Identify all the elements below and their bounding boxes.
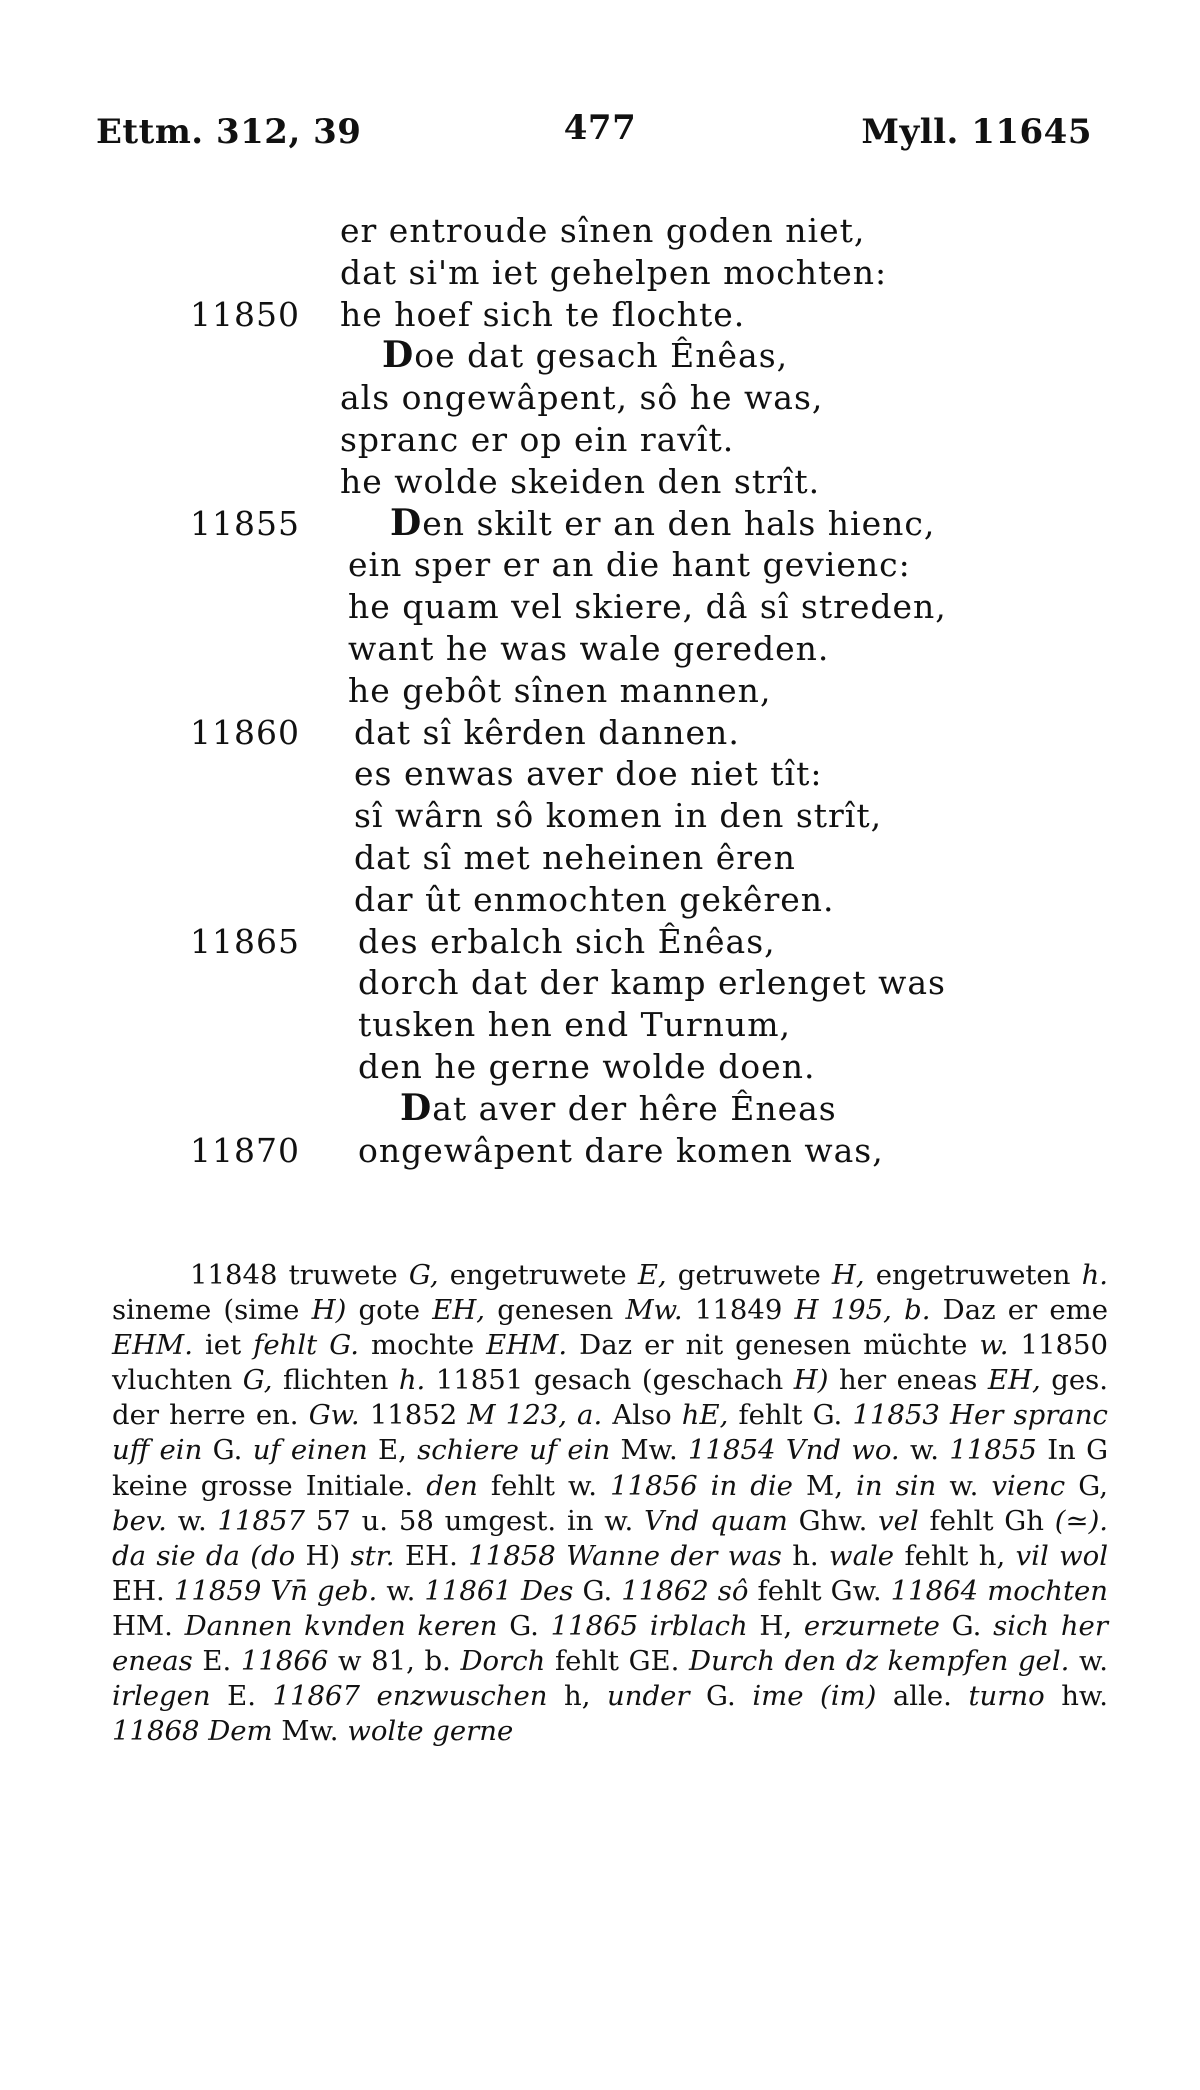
verse-line: [0, 377, 1200, 419]
note-segment: 11849: [694, 1294, 783, 1327]
note-siglum: turno: [968, 1680, 1045, 1713]
note-segment: G.: [706, 1680, 736, 1713]
note-siglum: under: [607, 1680, 690, 1713]
note-segment: alle.: [892, 1680, 952, 1713]
note-segment: Also: [612, 1399, 672, 1432]
verse-line: [0, 837, 1200, 879]
note-segment: w 81, b.: [337, 1645, 451, 1678]
verse-text: er entroude sînen goden niet,: [340, 211, 866, 250]
note-siglum: H): [793, 1364, 829, 1397]
note-segment: w.: [1078, 1645, 1109, 1678]
note-segment: H,: [759, 1609, 793, 1642]
note-segment: w.: [177, 1504, 207, 1537]
note-siglum: 11858 Wanne der was: [468, 1539, 782, 1572]
note-siglum: 11861 Des: [424, 1574, 574, 1607]
note-segment: HM.: [112, 1609, 173, 1642]
verse-text: tusken hen end Turnum,: [358, 1005, 791, 1045]
verse-line: [0, 335, 1200, 377]
critical-apparatus: [112, 1258, 1108, 1749]
note-segment: getruwete: [677, 1259, 821, 1291]
line-number: 11860: [190, 712, 300, 752]
note-siglum: vienc: [991, 1469, 1066, 1502]
note-siglum: sich her eneas: [112, 1609, 1108, 1678]
verse-line: [0, 712, 1200, 754]
note-segment: sineme (sime: [112, 1294, 300, 1327]
note-siglum: 11857: [217, 1504, 306, 1537]
note-segment: engetruweten: [875, 1259, 1071, 1291]
note-segment: 11852: [369, 1399, 458, 1432]
note-siglum: 11864 mochten: [890, 1574, 1108, 1607]
note-siglum: (≃). da sie da (do: [112, 1504, 1109, 1572]
verse-text: he quam vel skiere, dâ sî streden,: [348, 587, 947, 627]
note-siglum: G,: [242, 1364, 273, 1397]
verse-line: [0, 586, 1200, 628]
note-segment: engetruwete: [449, 1259, 627, 1291]
note-segment: her eneas: [838, 1364, 978, 1397]
note-segment: mochte: [371, 1329, 475, 1362]
note-siglum: h.: [398, 1364, 426, 1397]
running-head-right: Myll. 11645: [861, 112, 1092, 152]
note-siglum: EHM.: [112, 1329, 193, 1362]
note-segment: fehlt GE.: [554, 1645, 680, 1678]
initial-letter: D: [382, 334, 415, 377]
note-segment: EH.: [112, 1574, 165, 1607]
note-siglum: 11867 enzwuschen: [272, 1680, 548, 1713]
note-segment: EH.: [405, 1539, 458, 1572]
note-segment: In G keine grosse Initiale.: [112, 1434, 1109, 1502]
verse-line: [0, 879, 1200, 921]
verse-text: he gebôt sînen mannen,: [348, 670, 772, 710]
note-siglum: 11856 in die: [610, 1469, 793, 1502]
note-segment: G.: [951, 1609, 982, 1642]
verse-text: als ongewâpent, sô he was,: [340, 378, 824, 418]
verse-text: he wolde skeiden den strît.: [340, 461, 821, 501]
note-segment: gote: [358, 1294, 421, 1327]
note-siglum: G,: [408, 1259, 439, 1291]
initial-letter: D: [390, 501, 423, 544]
verse-text: sî wârn sô komen in den strît,: [354, 796, 883, 836]
note-siglum: schiere uf ein: [417, 1434, 611, 1467]
note-siglum: H,: [831, 1259, 865, 1291]
note-siglum: 11865 irblach: [550, 1609, 748, 1642]
note-siglum: 11862 sô: [621, 1574, 749, 1607]
verse-line: [0, 461, 1200, 503]
note-siglum: in sin: [856, 1469, 937, 1502]
note-segment: E.: [227, 1680, 256, 1713]
line-number: 11870: [190, 1130, 300, 1170]
verse-text: dat sî kêrden dannen.: [354, 712, 740, 752]
note-segment: Mw.: [620, 1434, 678, 1467]
verse-line: [0, 419, 1200, 461]
note-siglum: 11854 Vnd wo.: [688, 1434, 900, 1467]
note-segment: G.: [509, 1609, 539, 1642]
note-segment: fehlt Gw.: [757, 1574, 882, 1607]
note-siglum: Gw.: [308, 1399, 360, 1432]
note-siglum: H 195, b.: [794, 1294, 931, 1327]
verse-line: [0, 210, 1200, 252]
verse-text: want he was wale gereden.: [348, 628, 830, 668]
note-segment: G,: [1078, 1469, 1109, 1502]
page-number: 477: [563, 108, 637, 148]
note-siglum: 11866: [240, 1645, 329, 1678]
initial-letter: D: [400, 1086, 433, 1129]
note-siglum: bev.: [112, 1504, 167, 1537]
note-segment: E,: [378, 1434, 407, 1467]
verse-line: [0, 628, 1200, 670]
verse-text: ein sper er an die hant gevienc:: [348, 545, 911, 585]
verse-text: spranc er op ein ravît.: [340, 419, 735, 459]
note-segment: flichten: [283, 1364, 389, 1397]
note-siglum: M 123, a.: [467, 1399, 603, 1432]
note-segment: fehlt w.: [490, 1469, 598, 1502]
verse-line: [0, 1004, 1200, 1046]
note-segment: w.: [949, 1469, 979, 1502]
note-siglum: erzurnete: [803, 1609, 940, 1642]
verse-line: [0, 294, 1200, 336]
note-segment: w.: [386, 1574, 416, 1607]
verse-text: [382, 335, 788, 377]
note-segment: M,: [806, 1469, 843, 1502]
note-siglum: wale: [829, 1539, 895, 1572]
verse-line: [0, 753, 1200, 795]
note-siglum: 11853 Her spranc uff ein: [112, 1399, 1108, 1467]
note-siglum: fehlt G.: [253, 1329, 359, 1362]
note-segment: iet: [205, 1329, 242, 1362]
line-number: 11865: [190, 921, 300, 961]
verse-text-rest: en skilt er an den hals hienc,: [422, 503, 936, 543]
verse-text: des erbalch sich Ênêas,: [358, 921, 776, 961]
verse-line: [0, 252, 1200, 294]
note-siglum: Vnd quam: [644, 1504, 788, 1537]
note-segment: 57 u. 58 umgest. in w.: [315, 1504, 634, 1537]
verse-line: [0, 921, 1200, 963]
note-siglum: Dorch: [460, 1645, 546, 1678]
line-number: 11850: [190, 294, 300, 334]
verse-text: ongewâpent dare komen was,: [358, 1130, 884, 1170]
note-segment: fehlt h,: [904, 1539, 1006, 1572]
note-siglum: h.: [1081, 1259, 1109, 1291]
note-segment: hw.: [1061, 1680, 1108, 1713]
note-segment: ges. der herre en.: [112, 1364, 1108, 1432]
note-siglum: 11855: [949, 1434, 1037, 1467]
note-siglum: hE,: [681, 1399, 729, 1432]
verse-text: dat sî met neheinen êren: [354, 837, 796, 877]
note-segment: genesen: [497, 1294, 614, 1327]
note-siglum: E,: [637, 1259, 667, 1291]
verse-line: [0, 795, 1200, 837]
note-segment: E.: [202, 1645, 232, 1678]
verse-text: he hoef sich te flochte.: [340, 294, 746, 334]
note-siglum: H): [311, 1294, 347, 1327]
line-number: 11855: [190, 503, 300, 543]
note-siglum: Dannen kvnden keren: [184, 1609, 498, 1642]
verse-text: dat si'm iet gehelpen mochten:: [340, 252, 888, 292]
note-segment: 11848 truwete: [190, 1259, 398, 1291]
note-segment: G.: [212, 1434, 243, 1467]
verse-line: [0, 1130, 1200, 1172]
note-siglum: EH,: [432, 1294, 486, 1327]
note-segment: h,: [564, 1680, 591, 1713]
note-segment: fehlt G.: [738, 1399, 843, 1432]
note-siglum: Mw.: [625, 1294, 683, 1327]
note-siglum: vel: [878, 1504, 919, 1537]
verse-text: es enwas aver doe niet tît:: [354, 754, 823, 794]
verse-line: [0, 1088, 1200, 1130]
note-siglum: 11868 Dem: [112, 1715, 273, 1748]
running-head-left: Ettm. 312, 39: [96, 112, 362, 152]
note-siglum: vil wol: [1015, 1539, 1109, 1572]
note-segment: Daz er nit genesen müchte: [579, 1329, 968, 1362]
verse-text: dar ût enmochten gekêren.: [354, 879, 835, 919]
note-siglum: EHM.: [486, 1329, 568, 1362]
verse-line: [0, 962, 1200, 1004]
verse-text-rest: oe dat gesach Ênêas,: [414, 336, 789, 376]
apparatus-text: [112, 1258, 1108, 1749]
note-segment: H): [305, 1539, 341, 1572]
verse-text: dorch dat der kamp erlenget was: [358, 963, 946, 1003]
note-siglum: w.: [979, 1329, 1009, 1362]
verse-line: [0, 544, 1200, 586]
note-segment: 11850 vluchten: [112, 1329, 1109, 1397]
note-segment: 11851 gesach (geschach: [435, 1364, 784, 1397]
note-siglum: Durch den dz kempfen gel.: [689, 1645, 1070, 1678]
note-segment: h.: [792, 1539, 819, 1572]
note-segment: fehlt Gh: [929, 1504, 1044, 1537]
note-segment: w.: [910, 1434, 940, 1467]
verse-text-rest: at aver der hêre Êneas: [432, 1088, 837, 1128]
note-siglum: uf einen: [252, 1434, 368, 1467]
note-siglum: 11859 Vn̄ geb.: [173, 1574, 378, 1607]
note-siglum: wolte gerne: [347, 1715, 514, 1748]
verse-line: [0, 670, 1200, 712]
verse-line: [0, 1046, 1200, 1088]
note-segment: Daz er eme: [942, 1294, 1109, 1327]
note-siglum: den: [426, 1469, 478, 1502]
note-siglum: ime (im): [752, 1680, 877, 1713]
note-segment: Ghw.: [798, 1504, 868, 1537]
note-siglum: EH,: [987, 1364, 1041, 1397]
verse-text: [390, 503, 935, 545]
note-siglum: str.: [350, 1539, 395, 1572]
note-segment: Mw.: [281, 1715, 339, 1748]
note-segment: G.: [582, 1574, 613, 1607]
verse-block: [0, 210, 1200, 1171]
verse-text: [400, 1088, 837, 1130]
note-siglum: irlegen: [112, 1680, 211, 1713]
verse-line: [0, 503, 1200, 545]
verse-text: den he gerne wolde doen.: [358, 1046, 816, 1086]
